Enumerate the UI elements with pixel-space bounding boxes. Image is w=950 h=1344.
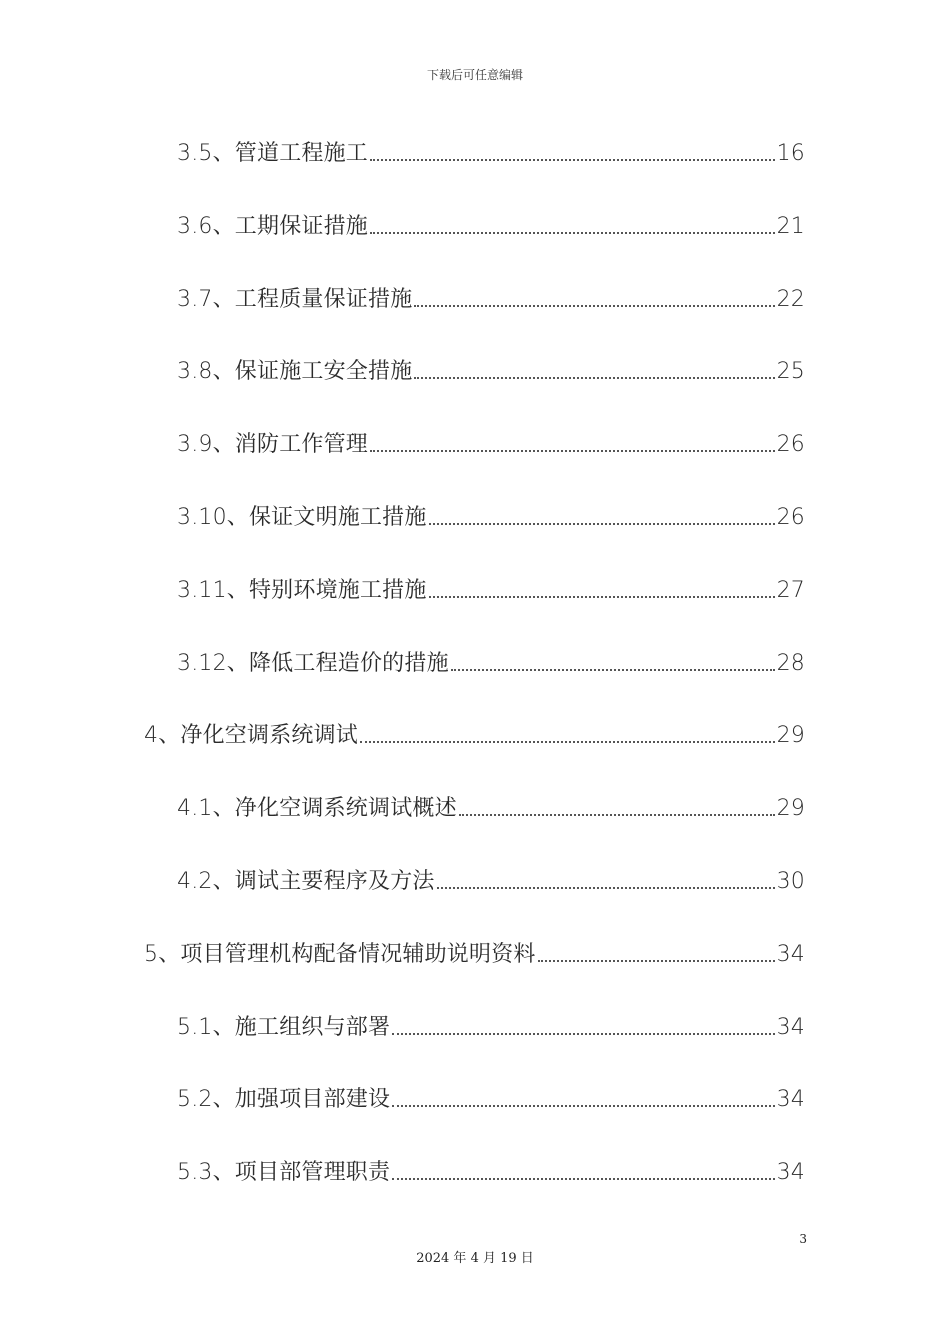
toc-entry-title: 3.7、工程质量保证措施 [177, 287, 413, 312]
toc-entry-title: 3.11、特别环境施工措施 [177, 578, 427, 603]
toc-entry[interactable] [177, 638, 805, 678]
toc-entry[interactable] [177, 274, 805, 314]
toc-entry-title: 5.1、施工组织与部署 [177, 1015, 391, 1040]
toc-dot-leader [538, 960, 775, 962]
toc-entry-page: 34 [776, 1160, 805, 1185]
toc-entry-page: 26 [776, 505, 805, 530]
toc-entry-page: 27 [776, 578, 805, 603]
toc-dot-leader [437, 887, 775, 889]
toc-entry[interactable] [177, 783, 805, 823]
toc-dot-leader [459, 814, 775, 816]
toc-entry[interactable] [177, 419, 805, 459]
toc-entry-title: 3.8、保证施工安全措施 [177, 359, 413, 384]
toc-entry-title: 5.2、加强项目部建设 [177, 1087, 391, 1112]
toc-entry-page: 34 [776, 942, 805, 967]
toc-entry-page: 34 [776, 1087, 805, 1112]
toc-entry[interactable] [144, 929, 805, 969]
toc-entry-title: 3.10、保证文明施工措施 [177, 505, 427, 530]
toc-dot-leader [451, 669, 775, 671]
toc-entry[interactable] [177, 201, 805, 241]
toc-entry-page: 25 [776, 359, 805, 384]
toc-dot-leader [370, 159, 775, 161]
toc-entry-page: 30 [776, 869, 805, 894]
toc-entry[interactable] [177, 492, 805, 532]
toc-entry-title: 5.3、项目部管理职责 [177, 1160, 391, 1185]
toc-entry[interactable] [177, 1002, 805, 1042]
toc-dot-leader [429, 523, 775, 525]
toc-entry-page: 29 [776, 723, 805, 748]
toc-entry[interactable] [177, 1074, 805, 1114]
toc-entry-page: 34 [776, 1015, 805, 1040]
toc-dot-leader [392, 1033, 774, 1035]
toc-entry-title: 3.9、消防工作管理 [177, 432, 368, 457]
page-number: 3 [799, 1232, 807, 1246]
page-header: 下载后可任意编辑 [426, 68, 523, 82]
toc-entry-title: 4.1、净化空调系统调试概述 [177, 796, 457, 821]
toc-dot-leader [429, 596, 775, 598]
toc-entry-page: 22 [776, 287, 805, 312]
footer-date: 2024 年 4 月 19 日 [416, 1251, 534, 1266]
toc-dot-leader [370, 232, 775, 234]
toc-dot-leader [414, 377, 774, 379]
toc-dot-leader [370, 450, 775, 452]
toc-entry-title: 5、项目管理机构配备情况辅助说明资料 [144, 942, 536, 967]
toc-entry-title: 4.2、调试主要程序及方法 [177, 869, 435, 894]
toc-entry[interactable] [177, 346, 805, 386]
toc-entry-page: 21 [776, 214, 805, 239]
toc-entry[interactable] [177, 1147, 805, 1187]
toc-entry-page: 28 [776, 651, 805, 676]
toc-dot-leader [414, 305, 774, 307]
toc-dot-leader [392, 1178, 774, 1180]
toc-entry-title: 3.6、工期保证措施 [177, 214, 368, 239]
toc-entry-page: 26 [776, 432, 805, 457]
toc-entry-page: 29 [776, 796, 805, 821]
toc-dot-leader [360, 741, 775, 743]
toc-entry[interactable] [144, 710, 805, 750]
toc-entry[interactable] [177, 128, 805, 168]
toc-entry-title: 3.5、管道工程施工 [177, 141, 368, 166]
toc-entry[interactable] [177, 565, 805, 605]
toc-dot-leader [392, 1105, 774, 1107]
toc-entry-page: 16 [776, 141, 805, 166]
toc-entry-title: 3.12、降低工程造价的措施 [177, 651, 449, 676]
toc-entry[interactable] [177, 856, 805, 896]
toc-entry-title: 4、净化空调系统调试 [144, 723, 358, 748]
